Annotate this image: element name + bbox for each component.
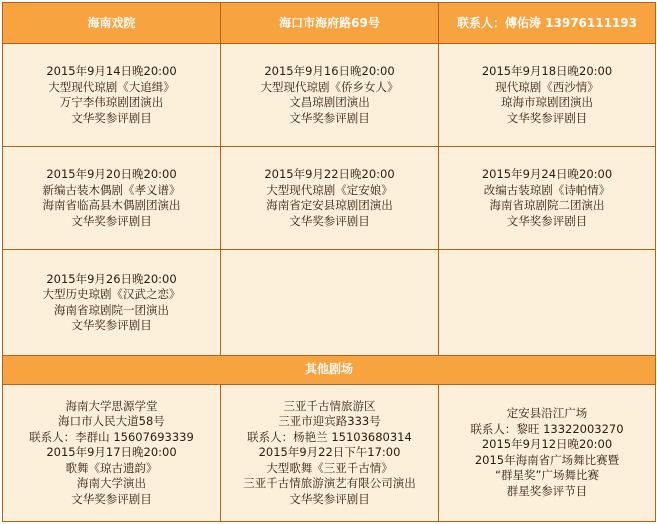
event-title: 现代琼剧《西沙情》 — [495, 79, 599, 94]
event-performer: 万宁李伟琼剧团演出 — [59, 95, 164, 110]
schedule-row — [3, 250, 656, 355]
event-time: 2015年9月17日晚20:00 — [46, 445, 177, 460]
event-time: 2015年9月14日晚20:00 — [46, 64, 177, 79]
empty-cell — [439, 250, 656, 355]
event-performer: 海南大学演出 — [77, 476, 146, 491]
event-time: 2015年9月22日晚20:00 — [264, 167, 395, 182]
event-title: 2015年海南省广场舞比赛暨 — [474, 452, 620, 467]
event-cell — [3, 250, 221, 355]
venue-address: 三亚市迎宾路333号 — [278, 414, 381, 429]
event-award: 文华奖参评剧目 — [71, 318, 152, 333]
venue-contact: 联系人：傅佑涛 13976111193 — [439, 3, 656, 44]
event-cell — [439, 44, 656, 147]
other-venues-row — [3, 384, 656, 521]
event-title: 新编古装木偶剧《孝义谱》 — [42, 182, 181, 197]
event-performer: 海南省定安县琼剧团演出 — [266, 198, 393, 213]
venue-header-row — [3, 3, 656, 44]
empty-cell — [221, 250, 439, 355]
event-title: 歌舞《琼古遗韵》 — [65, 460, 158, 475]
event-cell — [3, 44, 221, 147]
venue-contact: 联系人：黎旺 13322003270 — [470, 421, 624, 436]
venue-name: 三亚千古情旅游区 — [283, 398, 376, 413]
performance-schedule-table — [2, 2, 656, 522]
event-time: 2015年9月16日晚20:00 — [264, 64, 395, 79]
event-title: 大型现代琼剧《大追缉》 — [48, 79, 175, 94]
schedule-row — [3, 44, 656, 147]
venue-name: 海南戏院 — [3, 3, 221, 44]
event-title: 大型现代琼剧《侨乡女人》 — [260, 79, 399, 94]
venue-name: 定安县沿江广场 — [506, 406, 588, 421]
event-performer: 三亚千古情旅游演艺有限公司演出 — [243, 476, 416, 491]
event-award: 文华奖参评剧目 — [289, 491, 370, 506]
event-time: 2015年9月12日晚20:00 — [481, 437, 613, 452]
event-award: 文华奖参评剧目 — [71, 213, 152, 228]
event-cell — [439, 147, 656, 250]
event-performer: 文昌琼剧团演出 — [289, 95, 370, 110]
event-title: 改编古装琼剧《诗帕情》 — [483, 182, 611, 197]
event-award: 文华奖参评剧目 — [71, 491, 152, 506]
other-venue-cell — [3, 384, 221, 521]
event-performer: 海南省琼剧院二团演出 — [489, 198, 605, 213]
venue-address: 海口市人民大道58号 — [58, 414, 165, 429]
event-award: 文华奖参评剧目 — [289, 110, 370, 125]
other-venue-cell — [221, 384, 439, 521]
venue-name: 海南大学思源学堂 — [65, 398, 158, 413]
event-award: 文华奖参评剧目 — [289, 213, 370, 228]
event-cell — [221, 44, 439, 147]
event-award: 文华奖参评剧目 — [506, 213, 588, 228]
other-venues-section-row — [3, 355, 656, 384]
event-time: 2015年9月24日晚20:00 — [481, 167, 613, 182]
event-title: 大型歌舞《三亚千古情》 — [266, 460, 393, 475]
other-venues-title: 其他剧场 — [3, 355, 656, 384]
event-performer: 琼海市琼剧团演出 — [501, 95, 593, 110]
event-performer: 海南省琼剧院一团演出 — [54, 302, 169, 317]
event-title: 大型现代琼剧《定安娘》 — [266, 182, 393, 197]
event-time: 2015年9月22日下午17:00 — [258, 445, 401, 460]
event-time: 2015年9月18日晚20:00 — [481, 64, 613, 79]
schedule-row — [3, 147, 656, 250]
event-award: 文华奖参评剧目 — [71, 110, 152, 125]
venue-contact: 联系人：杨艳兰 15103680314 — [247, 429, 412, 444]
event-subtitle: “群星奖”广场舞比赛 — [495, 468, 599, 483]
venue-contact: 联系人：李群山 15607693339 — [29, 429, 194, 444]
event-time: 2015年9月26日晚20:00 — [46, 271, 177, 286]
event-award: 文华奖参评剧目 — [506, 110, 588, 125]
event-title: 大型历史琼剧《汉武之恋》 — [42, 287, 181, 302]
event-performer: 海南省临高县木偶剧团演出 — [42, 198, 181, 213]
other-venue-cell — [439, 384, 656, 521]
event-award: 群星奖参评节目 — [506, 483, 588, 498]
event-time: 2015年9月20日晚20:00 — [46, 167, 177, 182]
venue-address: 海口市海府路69号 — [221, 3, 439, 44]
event-cell — [221, 147, 439, 250]
event-cell — [3, 147, 221, 250]
